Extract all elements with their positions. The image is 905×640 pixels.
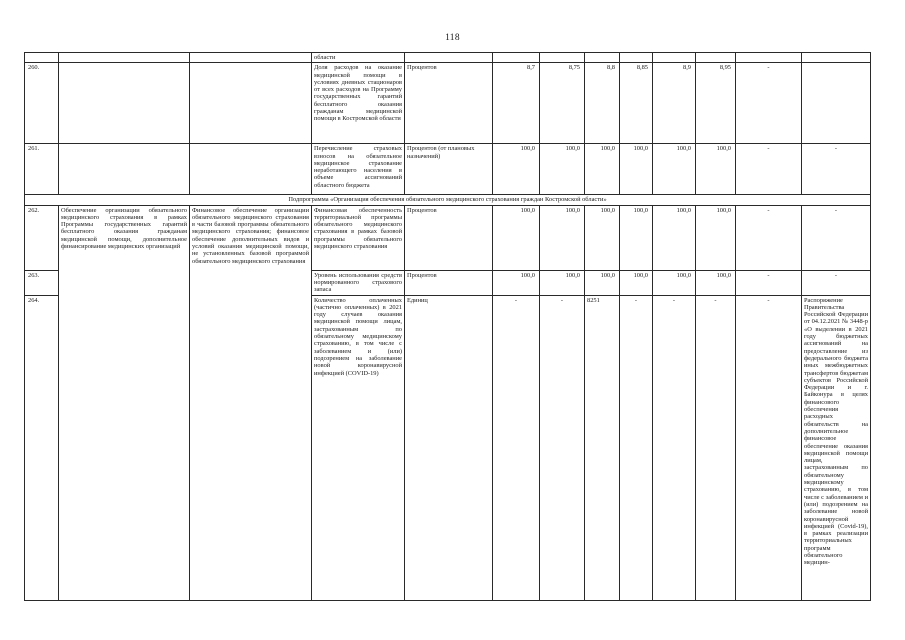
cell-note: - xyxy=(802,205,871,270)
cell-value: 100,0 xyxy=(493,270,540,295)
table-row xyxy=(25,144,871,195)
cell-indicator: Доля расходов на оказание медицинской помощи в условиях дневных стационаров от всех расходов на Программу государственных гарантий бесплатного оказания гражданам медицинской помощи в Костромской области xyxy=(312,63,405,144)
table-row xyxy=(25,205,871,270)
page-number: 118 xyxy=(445,33,460,43)
cell-unit: Единиц xyxy=(405,295,493,600)
cell-value: 8251 xyxy=(585,295,620,600)
table-row xyxy=(25,63,871,144)
cell-unit xyxy=(405,53,493,63)
cell-value: 100,0 xyxy=(585,144,620,195)
cell-value: 100,0 xyxy=(696,144,736,195)
cell-note: Распоряжение Правительства Российской Федерации от 04.12.2021 № 3448-р «О выделении в 2021 году бюджетных ассигнований на предоставление из федерального бюджета иных межбюджетных трансфертов бюджетам субъектов Российской Федерации и г. Байконура в целях финансового обеспечения расходных обязательств на дополнительное финансовое обеспечение оказания медицинской помощи лицам, застрахованным по обязательному медицинскому страхованию, в том числе с заболеванием и (или) подозрением на заболевание новой коронавирусной инфекцией (Covid-19), в рамках реализации территориальных программ обязательного медицин- xyxy=(802,295,871,600)
cell-value: 8,9 xyxy=(653,63,696,144)
cell-extra: - xyxy=(736,144,802,195)
cell-value: 8,8 xyxy=(585,63,620,144)
row-number: 263. xyxy=(25,270,59,295)
cell-value: - xyxy=(696,295,736,600)
row-number: 260. xyxy=(25,63,59,144)
cell-value: 100,0 xyxy=(653,270,696,295)
cell-value: 100,0 xyxy=(620,144,653,195)
cell-unit: Процентов xyxy=(405,270,493,295)
row-number: 262. xyxy=(25,205,59,270)
cell-extra: - xyxy=(736,205,802,270)
cell-value: - xyxy=(493,295,540,600)
cell-indicator: Уровень использования средств нормированного страхового запаса xyxy=(312,270,405,295)
cell-value: 100,0 xyxy=(696,270,736,295)
cell-extra: - xyxy=(736,270,802,295)
indicators-table xyxy=(24,52,871,601)
cell-note xyxy=(802,63,871,144)
cell-event xyxy=(190,63,312,144)
cell-value: 100,0 xyxy=(585,205,620,270)
cell-value: 100,0 xyxy=(540,205,585,270)
cell-note: - xyxy=(802,144,871,195)
subprogram-row xyxy=(25,195,871,205)
cell-value: 100,0 xyxy=(540,270,585,295)
cell-unit: Процентов xyxy=(405,63,493,144)
cell-event xyxy=(190,53,312,63)
cell-value: 100,0 xyxy=(653,205,696,270)
cell-event: Финансовое обеспечение организации обязательного медицинского страхования в части базовой программы обязательного медицинского страхования; финансовое обеспечение дополнительных видов и условий оказания медицинской помощи, не установленных базовой программой обязательного медицинского страхования xyxy=(190,205,312,600)
cell-value: 100,0 xyxy=(493,144,540,195)
cell-event xyxy=(190,144,312,195)
cell-indicator: Финансовая обеспеченность территориальной программы обязательного медицинского страхования в рамках базовой программы обязательного медицинского страхования xyxy=(312,205,405,270)
cell-value: - xyxy=(653,295,696,600)
row-number: 264. xyxy=(25,295,59,600)
cell-value: 8,85 xyxy=(620,63,653,144)
cell-task xyxy=(59,63,190,144)
cell-note: - xyxy=(802,270,871,295)
cell-value: 8,75 xyxy=(540,63,585,144)
cell-indicator: Перечисление страховых взносов на обязательное медицинское страхование неработающего населения в объеме ассигнований областного бюджета xyxy=(312,144,405,195)
cell-value: 100,0 xyxy=(540,144,585,195)
cell-value: 8,95 xyxy=(696,63,736,144)
cell-task xyxy=(59,53,190,63)
cell-value: 100,0 xyxy=(620,205,653,270)
cell-value: - xyxy=(540,295,585,600)
cell-num xyxy=(25,53,59,63)
cell-value: 100,0 xyxy=(585,270,620,295)
cell-value: 100,0 xyxy=(493,205,540,270)
cell-indicator: Количество оплаченных (частично оплаченных) в 2021 году случаев оказания медицинской помощи лицам, застрахованным по обязательному медицинскому страхованию, в том числе с заболеванием и (или) подозрением на заболевание новой коронавирусной инфекцией (COVID-19) xyxy=(312,295,405,600)
cell-value: 8,7 xyxy=(493,63,540,144)
cell-task xyxy=(59,144,190,195)
row-number: 261. xyxy=(25,144,59,195)
cell-value: 100,0 xyxy=(696,205,736,270)
cell-value: - xyxy=(620,295,653,600)
cell-value: 100,0 xyxy=(653,144,696,195)
cell-extra: - xyxy=(736,63,802,144)
cell-unit: Процентов (от плановых назначений) xyxy=(405,144,493,195)
cell-value: 100,0 xyxy=(620,270,653,295)
cell-extra: - xyxy=(736,295,802,600)
subprogram-title: Подпрограмма «Организация обеспечения обязательного медицинского страхования граждан Костромской области» xyxy=(25,195,871,205)
cell-unit: Процентов xyxy=(405,205,493,270)
cell-task: Обеспечение организации обязательного медицинского страхования в рамках Программы государственных гарантий бесплатного оказания гражданам медицинской помощи, дополнительное финансирование медицинских организаций xyxy=(59,205,190,600)
cell-indicator: области xyxy=(312,53,405,63)
table-row-continuation xyxy=(25,53,871,63)
